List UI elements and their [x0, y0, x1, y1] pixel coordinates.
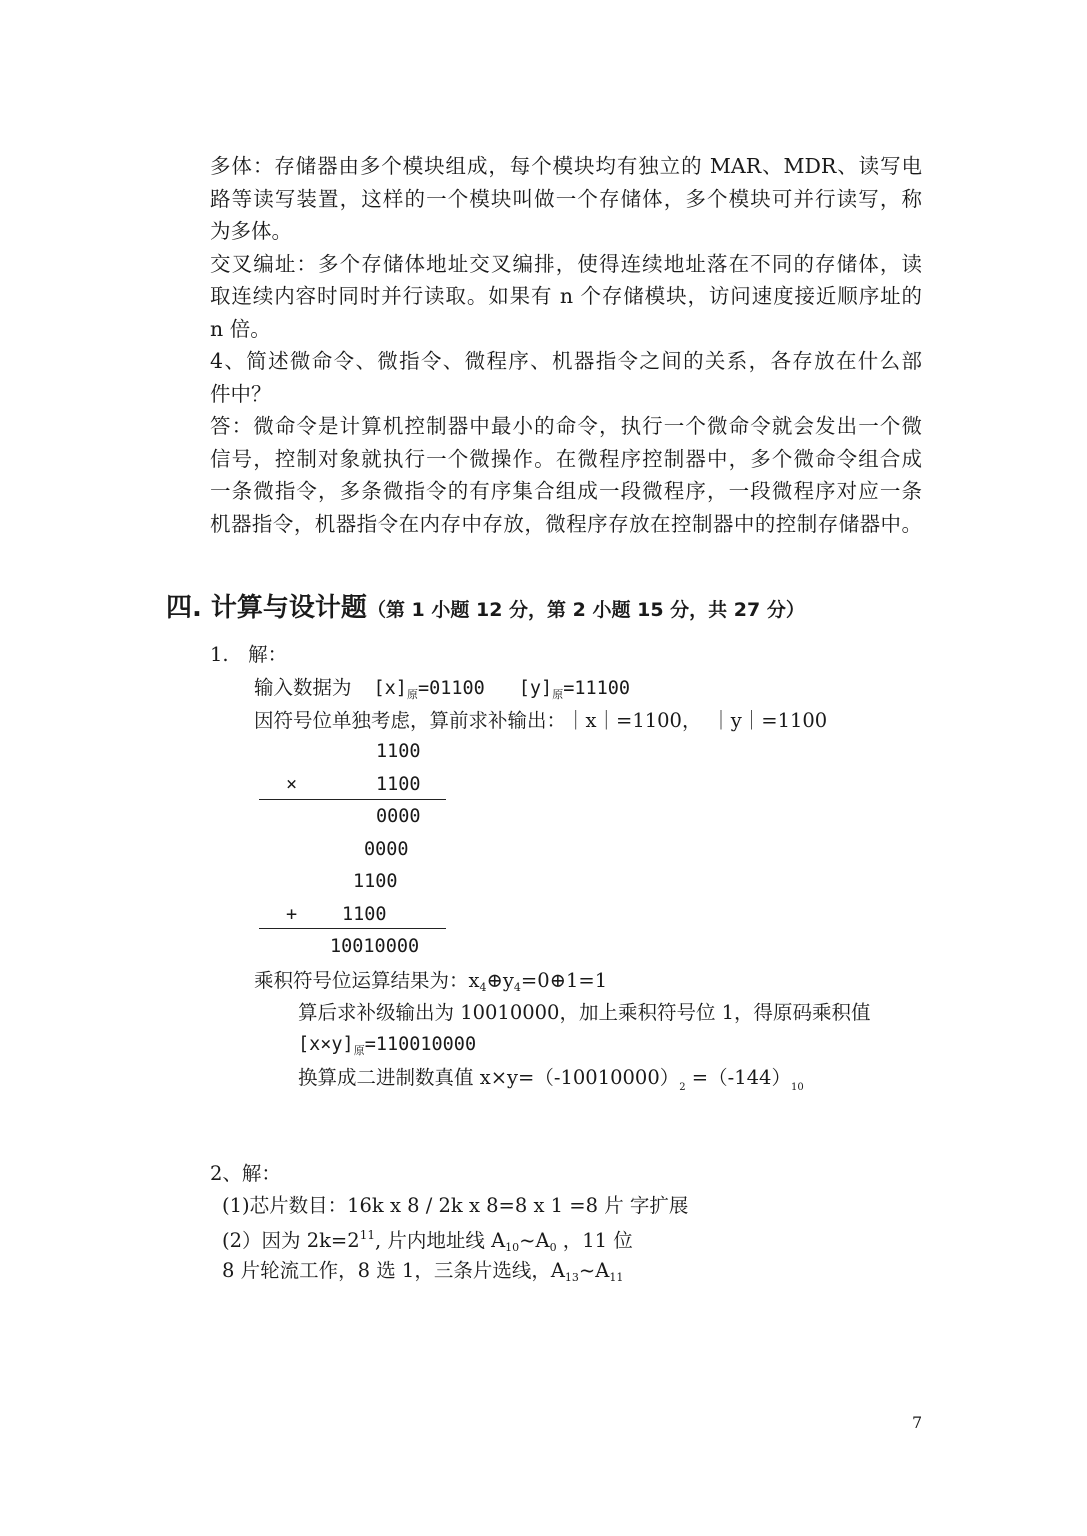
- line-3-prefix: 8 片轮流工作，8 选 1，三条片选线，A: [222, 1259, 565, 1282]
- yuan-subscript: 原: [406, 688, 418, 701]
- answer-4-line-4: 机器指令，机器指令在内存中存放，微程序存放在控制器中的控制存储器中。: [210, 512, 922, 536]
- sign-subscript-y: 4: [513, 981, 521, 994]
- true-value-decimal: =（-144）: [685, 1066, 791, 1089]
- partial-product-1: 0000: [376, 806, 421, 827]
- true-value-line: [298, 1068, 804, 1093]
- y-original-label: [y]: [518, 678, 553, 699]
- plus-sign: +: [286, 904, 298, 925]
- subscript-11: 11: [609, 1271, 624, 1284]
- base-10-subscript: 10: [790, 1082, 804, 1093]
- input-prefix: 输入数据为: [254, 676, 352, 699]
- sign-bit-text: 乘积符号位运算结果为：x: [254, 969, 480, 992]
- subscript-13: 13: [564, 1271, 579, 1284]
- sign-subscript-x: 4: [479, 981, 487, 994]
- product-original-line: [298, 1036, 476, 1056]
- subscript-10: 10: [505, 1241, 520, 1254]
- section-4-title: 四. 计算与设计题: [166, 593, 367, 623]
- para-multi-line-2: 路等读写装置，这样的一个模块叫做一个存储体，多个模块可并行读写，称: [210, 187, 922, 211]
- multiplicand: 1100: [376, 741, 421, 762]
- answer-4-line-2: 信号，控制对象就执行一个微操作。在微程序控制器中，多个微命令组合成: [210, 447, 922, 471]
- x-original-label: [x]: [373, 678, 407, 699]
- solution-1-input-line: [254, 678, 630, 700]
- x-original-value: =01100: [417, 678, 485, 699]
- line-2-middle: , 片内地址线 A: [374, 1229, 506, 1252]
- exponent-11: 11: [359, 1228, 375, 1242]
- question-4-line-2: 件中？: [210, 382, 272, 406]
- y-original-value: =11100: [563, 678, 631, 699]
- solution-2-line-1: (1)芯片数目：16k x 8 / 2k x 8=8 x 1 =8 片 字扩展: [222, 1194, 689, 1217]
- post-complement-line: 算后求补级输出为 10010000，加上乘积符号位 1，得原码乘积值: [298, 1001, 871, 1024]
- solution-1-abs-line: 因符号位单独考虑，算前求补输出：｜x｜=1100， ｜y｜=1100: [254, 709, 828, 732]
- true-value-text: 换算成二进制数真值 x×y=（-10010000）: [298, 1066, 680, 1089]
- para-cross-line-1: 交叉编址：多个存储体地址交叉编排，使得连续地址落在不同的存储体，读: [210, 252, 922, 276]
- section-4-heading: [166, 595, 805, 621]
- base-2-subscript: 2: [679, 1082, 686, 1093]
- line-3-tilde: ~A: [578, 1259, 610, 1282]
- solution-2-label: 2、解：: [210, 1162, 281, 1185]
- yuan-subscript: 原: [353, 1044, 365, 1057]
- partial-product-3: 1100: [353, 871, 398, 892]
- page-number: 7: [912, 1413, 923, 1432]
- multiplier: 1100: [376, 774, 421, 795]
- multiplication-result: 10010000: [330, 936, 420, 957]
- subscript-0: 0: [549, 1241, 557, 1254]
- solution-1-label: 1. 解：: [210, 643, 288, 666]
- section-4-note: （第 1 小题 12 分，第 2 小题 15 分，共 27 分）: [366, 599, 805, 621]
- para-cross-line-2: 取连续内容时同时并行读取。如果有 n 个存储模块，访问速度接近顺序址的: [210, 284, 922, 308]
- answer-4-line-1: 答：微命令是计算机控制器中最小的命令，执行一个微命令就会发出一个微: [210, 414, 922, 438]
- yuan-subscript: 原: [552, 688, 564, 701]
- sign-xor-y: ⊕y: [486, 969, 514, 992]
- product-original-value: =110010000: [364, 1034, 477, 1055]
- line-2-prefix: (2）因为 2k=2: [222, 1229, 360, 1252]
- answer-4-line-3: 一条微指令，多条微指令的有序集合组成一段微程序，一段微程序对应一条: [210, 479, 922, 503]
- solution-2-line-2: [222, 1229, 633, 1253]
- sign-bit-line: [254, 971, 607, 993]
- multiplication-rule-bottom: [259, 928, 446, 929]
- solution-2-line-3: [222, 1261, 623, 1283]
- para-multi-line-3: 为多体。: [210, 219, 292, 243]
- times-sign: ×: [286, 774, 298, 795]
- question-4-line-1: 4、简述微命令、微指令、微程序、机器指令之间的关系，各存放在什么部: [210, 349, 922, 373]
- partial-product-4: 1100: [342, 904, 387, 925]
- line-2-suffix: ，11 位: [556, 1229, 633, 1252]
- sign-result: =0⊕1=1: [520, 969, 608, 992]
- line-2-tilde: ~A: [519, 1229, 550, 1252]
- para-cross-line-3: n 倍。: [210, 317, 271, 341]
- partial-product-2: 0000: [364, 839, 409, 860]
- product-original-label: [x×y]: [298, 1034, 354, 1055]
- para-multi-line-1: 多体：存储器由多个模块组成，每个模块均有独立的 MAR、MDR、读写电: [210, 154, 922, 178]
- multiplication-rule-top: [259, 799, 446, 800]
